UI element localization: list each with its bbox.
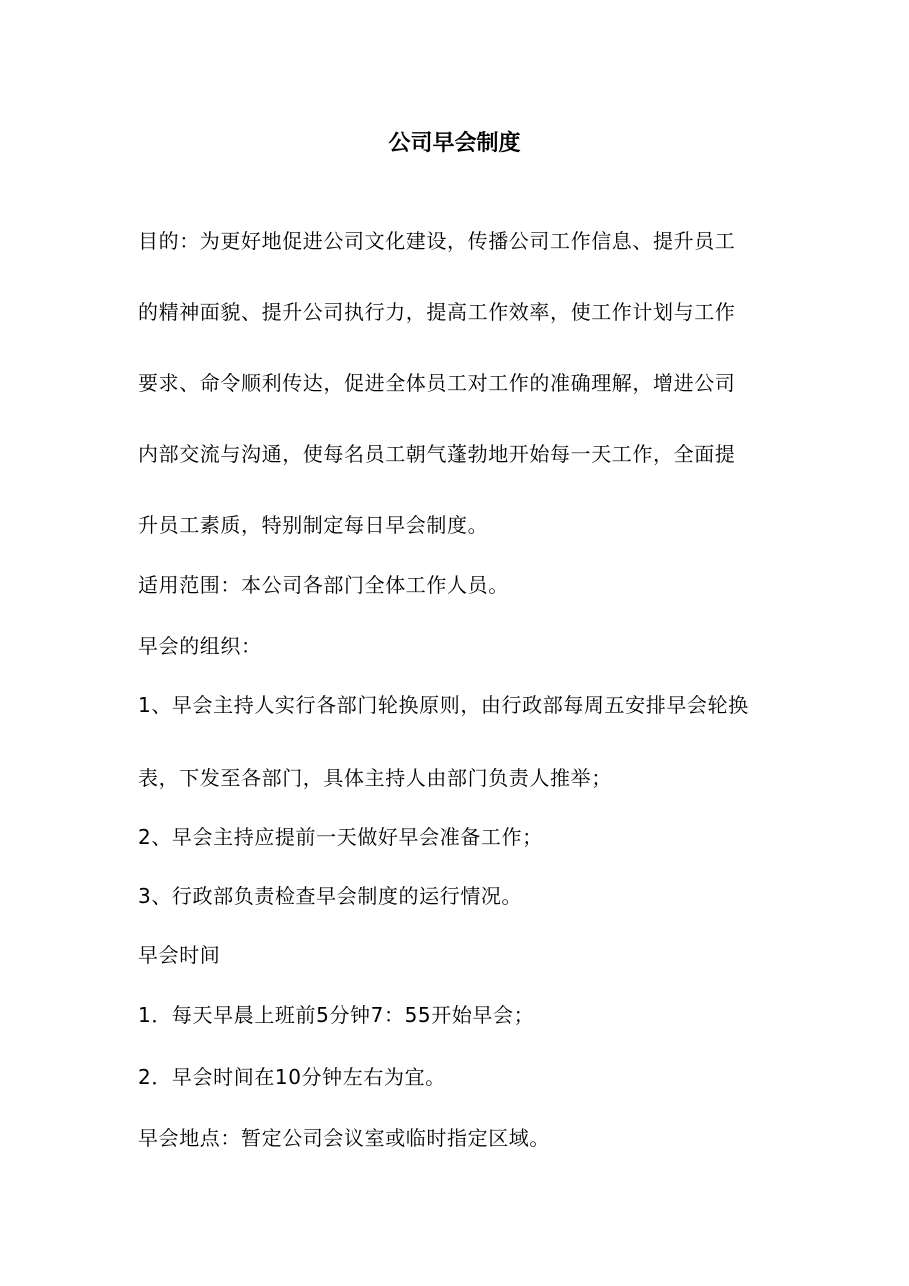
organization-item-3: 3、行政部负责检查早会制度的运行情况。 [138, 884, 523, 908]
organization-heading: 早会的组织： [138, 634, 262, 658]
purpose-line-5: 升员工素质，特别制定每日早会制度。 [138, 513, 489, 537]
time-item-1: 1．每天早晨上班前5分钟7：55开始早会； [138, 1003, 535, 1027]
organization-item-2: 2、早会主持应提前一天做好早会准备工作； [138, 825, 543, 849]
time-item-2: 2．早会时间在10分钟左右为宜。 [138, 1065, 446, 1089]
organization-item-1-line-1: 1、早会主持人实行各部门轮换原则，由行政部每周五安排早会轮换 [138, 693, 749, 717]
organization-item-1-line-2: 表，下发至各部门，具体主持人由部门负责人推举； [138, 766, 612, 790]
purpose-line-4: 内部交流与沟通，使每名员工朝气蓬勃地开始每一天工作，全面提 [138, 442, 736, 466]
location-line: 早会地点：暂定公司会议室或临时指定区域。 [138, 1126, 550, 1150]
scope-line: 适用范围：本公司各部门全体工作人员。 [138, 573, 509, 597]
time-heading: 早会时间 [138, 943, 221, 967]
purpose-line-2: 的精神面貌、提升公司执行力，提高工作效率，使工作计划与工作 [138, 300, 736, 324]
purpose-line-1: 目的：为更好地促进公司文化建设，传播公司工作信息、提升员工 [138, 229, 736, 253]
purpose-line-3: 要求、命令顺利传达，促进全体员工对工作的准确理解，增进公司 [138, 371, 736, 395]
document-title: 公司早会制度 [388, 131, 521, 156]
